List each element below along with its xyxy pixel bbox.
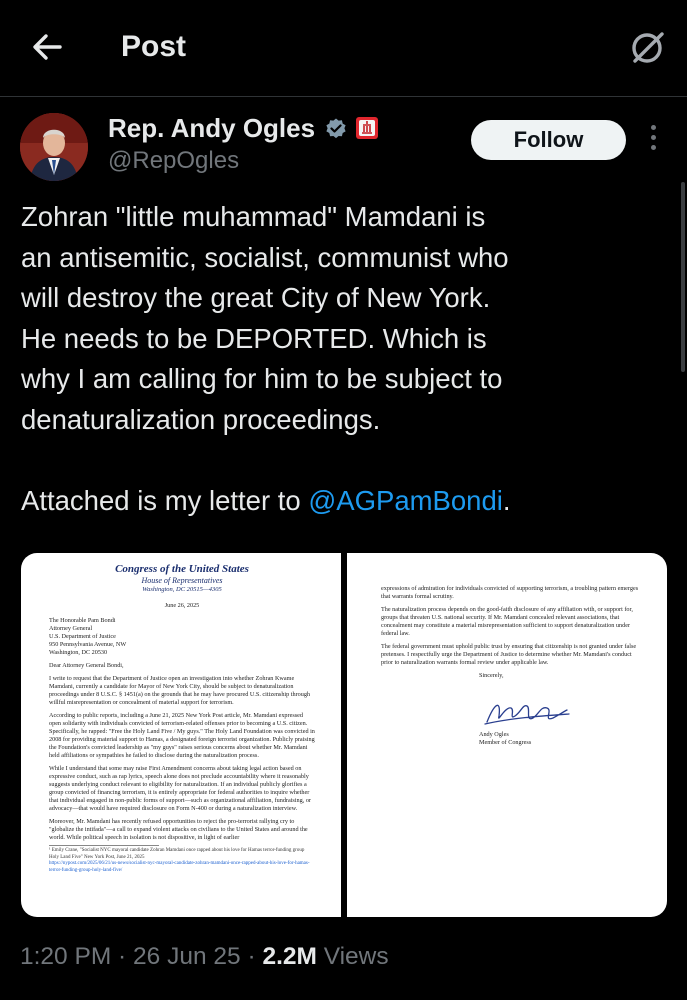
recipient-line: The Honorable Pam Bondi xyxy=(49,617,116,624)
separator: · xyxy=(240,943,263,970)
recipient-line: 950 Pennsylvania Avenue, NW xyxy=(49,641,127,648)
tweet-line: will destroy the great City of New York. xyxy=(21,282,491,313)
letterhead-congress: Congress of the United States xyxy=(115,563,249,575)
avatar-portrait-icon xyxy=(20,113,88,181)
salutation: Dear Attorney General Bondi, xyxy=(49,662,124,669)
header-divider xyxy=(0,96,687,97)
post-metadata xyxy=(20,943,389,971)
post-date[interactable]: 26 Jun 25 xyxy=(133,943,241,970)
government-affiliation-icon xyxy=(355,116,379,140)
tweet-line: an antisemitic, socialist, communist who xyxy=(21,241,509,273)
letter-paragraph: expressions of admiration for individuals convicted of supporting terrorism, a troubling pattern emerges that warrants formal scrutiny. xyxy=(381,585,639,600)
tweet-line: He needs to be DEPORTED. Which is xyxy=(21,322,487,354)
separator: · xyxy=(111,943,134,970)
footnote-link[interactable]: https://nypost.com/2025/06/21/us-news/socialist-nyc-mayoral-candidate-zohran-mamdani-once-rapped-about-his-love-for-hamas-terror-funding-group-holy-land-five/ xyxy=(49,861,310,873)
follow-button[interactable]: Follow xyxy=(471,120,626,160)
mention-link[interactable]: @AGPamBondi xyxy=(308,484,503,516)
more-options-icon[interactable] xyxy=(646,125,660,155)
tweet-attachment-line xyxy=(21,481,671,522)
closing: Sincerely, xyxy=(479,672,504,679)
tweet-line: denaturalization proceedings. xyxy=(21,403,381,435)
recipient-line: Washington, DC 20530 xyxy=(49,649,108,656)
tweet-line: Zohran "little muhammad" Mamdani is xyxy=(21,201,486,232)
tweet-attach-suffix: . xyxy=(502,484,511,516)
recipient-line: Attorney General xyxy=(49,625,93,632)
signer-name: Andy Ogles xyxy=(479,731,509,738)
recipient-line: U.S. Department of Justice xyxy=(49,633,116,640)
top-bar xyxy=(0,0,687,96)
tweet-attach-prefix: Attached is my letter to xyxy=(21,484,309,516)
letter-paragraph: The federal government must uphold public trust by ensuring that citizenship is not granted under false pretenses. I respectfully urge the Department of Justice to determine whether Mr. Mamdani's conduct prior to naturalization warrants formal review under applicable law. xyxy=(381,643,637,666)
letter-paragraph: I write to request that the Department of Justice open an investigation into whether Zohran Kwame Mamdani, currently a candidate for Mayor of New York City, should be subject to denaturalization proceedings under 8 U.S.C. § 1451(a) on the grounds that he may have procured U.S. citizenship through willful misrepresentation or concealment of material support for terrorism. xyxy=(49,675,311,706)
letter-paragraph: According to public reports, including a June 21, 2025 New York Post article, Mr. Mamdani expressed open solidarity with individuals convicted of terrorism-related offenses prior to becoming a U.S. citizen. Specifically, he rapped: "Free the Holy Land Five / My guys." The Holy Land Foundation was convicted in 2008 for providing material support to Hamas, a designated foreign terrorist organization. Publicly praising the Foundation's convicted leadership as "my guys" raises serious concerns about whether Mr. Mamdani held affiliations or sympathies he failed to disclose during the naturalization process. xyxy=(49,712,315,759)
post-time[interactable]: 1:20 PM xyxy=(20,943,112,970)
letter-date: June 26, 2025 xyxy=(164,602,200,609)
letter-paragraph: The naturalization process depends on the good-faith disclosure of any affiliation with, or support for, groups that threaten U.S. national security. If Mr. Mamdani concealed relevant associations, that concealment may constitute a material misrepresentation sufficient to support denaturalization under federal law. xyxy=(381,606,633,637)
letter-paragraph: Moreover, Mr. Mamdani has recently refused opportunities to reject the pro-terrorist rallying cry to "globalize the intifada"—a call to expand violent attacks on civilians to the United States and around the world. While political speech in isolation is not dispositive, in light of earlier xyxy=(49,818,308,841)
letter-page-1[interactable] xyxy=(21,553,341,917)
arrow-left-icon[interactable] xyxy=(30,30,64,64)
media-attachments xyxy=(21,553,667,917)
letter-page-2[interactable] xyxy=(347,553,667,917)
tweet-line: why I am calling for him to be subject to xyxy=(21,363,503,394)
avatar[interactable] xyxy=(20,113,88,181)
signature-icon xyxy=(481,696,571,728)
grok-icon[interactable] xyxy=(630,28,666,66)
author-name[interactable]: Rep. Andy Ogles xyxy=(108,113,316,143)
views-label[interactable]: Views xyxy=(316,943,389,970)
letter-paragraph: While I understand that some may raise First Amendment concerns about taking legal action based on expressive conduct, such as rap lyrics, speech alone does not preclude accountability where it reasonably suggests underlying conduct relevant to eligibility for naturalization. If an individual publicly glorifies a group convicted of financing terrorism, it is entirely appropriate for federal authorities to inquire whether that individual engaged in non-public forms of support—such as organizational affiliation, fundraising, or advocacy—that would have required disclosure on Form N-400 or during a naturalization interview. xyxy=(49,765,311,812)
signer-title: Member of Congress xyxy=(479,739,532,746)
views-count[interactable]: 2.2M xyxy=(262,943,317,970)
author-handle[interactable]: @RepOgles xyxy=(108,147,240,174)
page-title: Post xyxy=(121,30,187,63)
verified-badge-icon xyxy=(324,117,348,141)
letterhead-address: Washington, DC 20515—4305 xyxy=(142,586,222,593)
tweet-text xyxy=(21,197,671,521)
scrollbar[interactable] xyxy=(681,182,685,372)
letterhead-house: House of Representatives xyxy=(141,576,223,585)
footnote-text: ¹ Emily Crane, "Socialist NYC mayoral candidate Zohran Mamdani once rapped about his love for Hamas terror-funding group Holy Land Five" New York Post, June 21, 2025 xyxy=(49,848,305,860)
